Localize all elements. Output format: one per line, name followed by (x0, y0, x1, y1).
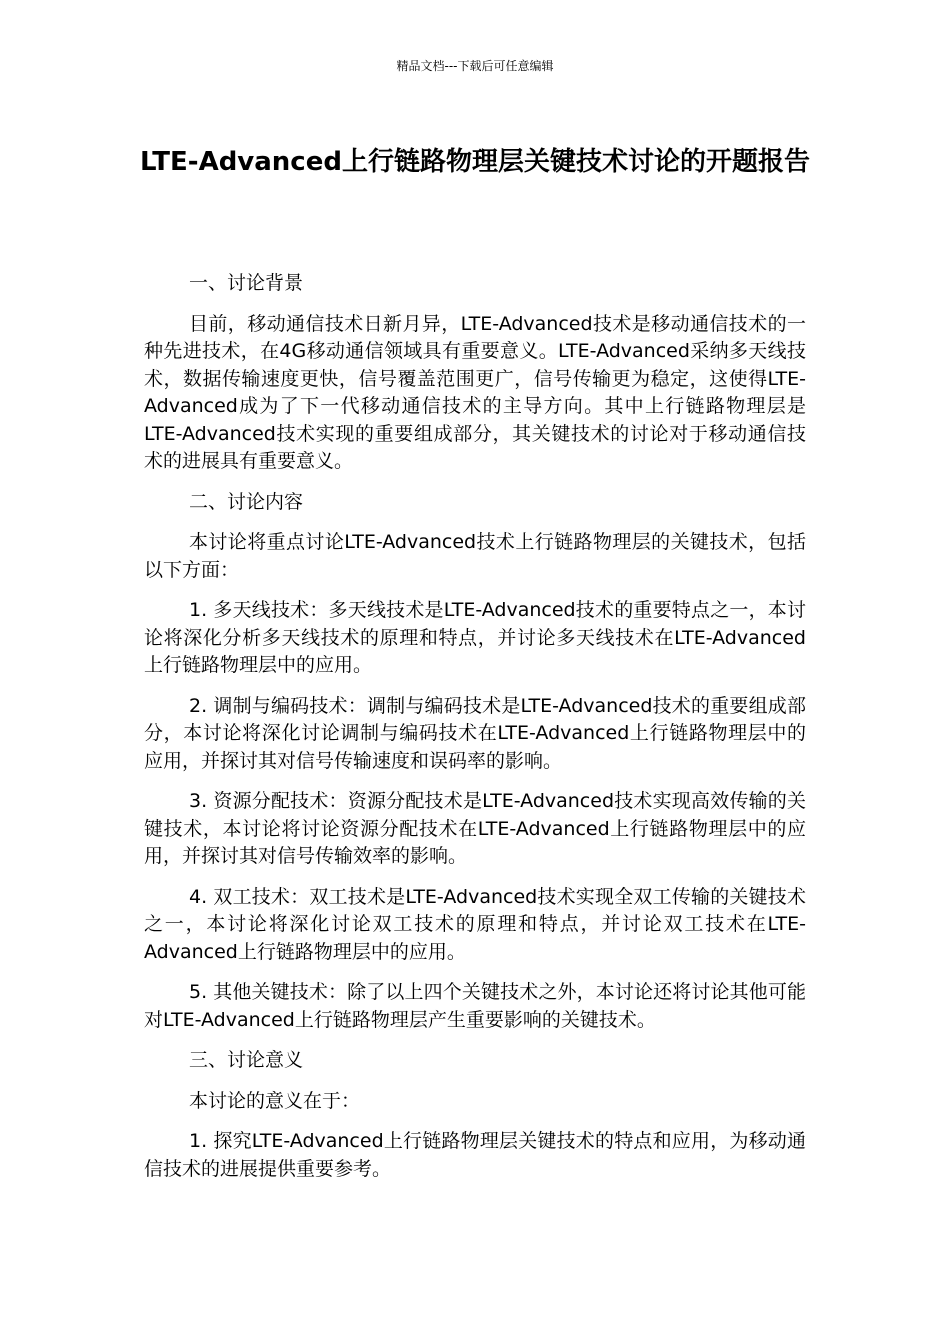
paragraph-background: 目前，移动通信技术日新月异，LTE-Advanced技术是移动通信技术的一种先进技术，在4G移动通信领域具有重要意义。LTE-Advanced采纳多天线技术，数据传输速度更快，信号覆盖范围更广，信号传输更为稳定，这使得LTE-Advanced成为了下一代移动通信技术的主导方向。其中上行链路物理层是LTE-Advanced技术实现的重要组成部分，其关键技术的讨论对于移动通信技术的进展具有重要意义。 (144, 312, 806, 472)
section-heading-background: 一、讨论背景 (189, 272, 304, 294)
list-item-significance-1: 1. 探究LTE-Advanced上行链路物理层关键技术的特点和应用，为移动通信技术的进展提供重要参考。 (144, 1130, 806, 1180)
list-item-other-technologies: 5. 其他关键技术：除了以上四个关键技术之外，本讨论还将讨论其他可能对LTE-Advanced上行链路物理层产生重要影响的关键技术。 (144, 981, 806, 1031)
section-heading-significance: 三、讨论意义 (189, 1049, 304, 1071)
document-title: LTE-Advanced上行链路物理层关键技术讨论的开题报告 (140, 147, 810, 177)
header-note: 精品文档---下载后可任意编辑 (396, 59, 554, 73)
paragraph-significance-intro: 本讨论的意义在于： (189, 1089, 361, 1112)
list-item-resource-allocation: 3. 资源分配技术：资源分配技术是LTE-Advanced技术实现高效传输的关键技术，本讨论将讨论资源分配技术在LTE-Advanced上行链路物理层中的应用，并探讨其对信号传输效率的影响。 (144, 790, 806, 867)
list-item-modulation-coding: 2. 调制与编码技术：调制与编码技术是LTE-Advanced技术的重要组成部分，本讨论将深化讨论调制与编码技术在LTE-Advanced上行链路物理层中的应用，并探讨其对信号传输速度和误码率的影响。 (144, 694, 806, 772)
list-item-duplex: 4. 双工技术：双工技术是LTE-Advanced技术实现全双工传输的关键技术之一，本讨论将深化讨论双工技术的原理和特点，并讨论双工技术在LTE-Advanced上行链路物理层中的应用。 (144, 885, 806, 963)
paragraph-content-intro: 本讨论将重点讨论LTE-Advanced技术上行链路物理层的关键技术，包括以下方面： (144, 531, 806, 581)
list-item-multi-antenna: 1. 多天线技术：多天线技术是LTE-Advanced技术的重要特点之一，本讨论将深化分析多天线技术的原理和特点，并讨论多天线技术在LTE-Advanced上行链路物理层中的应用。 (144, 599, 806, 676)
section-heading-content: 二、讨论内容 (189, 490, 304, 513)
document-body (144, 270, 806, 1196)
